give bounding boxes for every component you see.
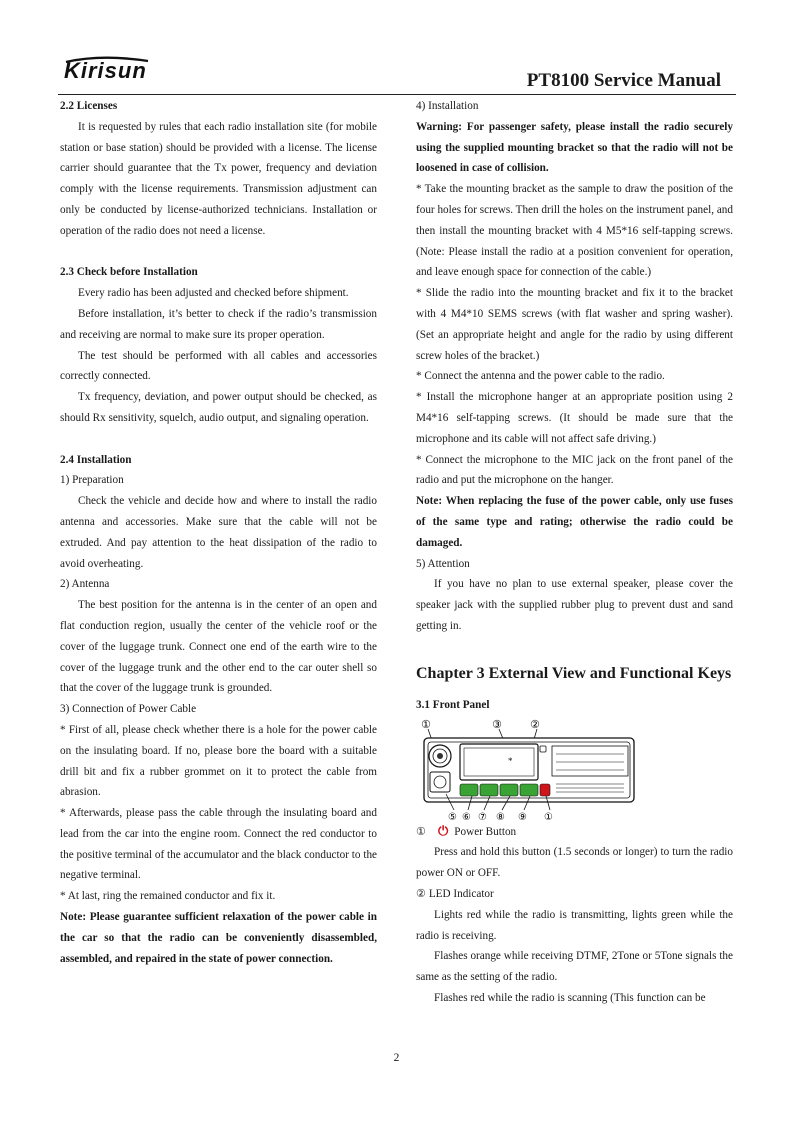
attention-subheading: 5) Attention	[416, 557, 470, 570]
callout-1: ①	[421, 717, 431, 731]
left-column	[60, 96, 377, 969]
key-1-icon	[460, 784, 478, 796]
section-2-3-heading: 2.3 Check before Installation	[60, 266, 198, 279]
callout-6: ⑥	[462, 811, 471, 822]
led-indicator-icon	[540, 746, 546, 752]
check-paragraph-4: Tx frequency, deviation, and power output should be checked, as should Rx sensitivity, squelch, audio output, and signaling operation.	[60, 391, 377, 424]
check-paragraph-1: Every radio has been adjusted and checked before shipment.	[78, 287, 349, 300]
chapter-3-heading: Chapter 3 External View and Functional Keys	[416, 664, 732, 682]
fuse-note: Note: When replacing the fuse of the power cable, only use fuses of the same type and rating; otherwise the radio could be damaged.	[416, 495, 733, 549]
check-paragraph-2: Before installation, it’s better to check if the radio’s transmission and receiving are normal to make sure its proper operation.	[60, 307, 377, 341]
callout-9: ⑨	[518, 811, 527, 822]
kirisun-logo	[62, 56, 154, 86]
check-paragraph-3: The test should be performed with all cables and accessories correctly connected.	[60, 349, 377, 383]
installation-subheading: 4) Installation	[416, 100, 479, 112]
led-paragraph-1: Lights red while the radio is transmitting, lights green while the radio is receiving.	[416, 908, 733, 942]
svg-text:*: *	[508, 755, 513, 766]
led-indicator-heading: ② LED Indicator	[416, 887, 494, 900]
power-button-paragraph: Press and hold this button (1.5 seconds or longer) to turn the radio power ON or OFF.	[416, 846, 733, 880]
power-cable-note: Note: Please guarantee sufficient relaxation of the power cable in the car so that the radio can be conveniently disassembled, assembled, and repaired in the state of power connection.	[60, 911, 377, 965]
installation-warning: Warning: For passenger safety, please install the radio securely using the supplied mounting bracket so that the radio will not be loosened in case of collision.	[416, 120, 733, 175]
led-paragraph-3: Flashes red while the radio is scanning (This function can be	[434, 991, 706, 1004]
callout-5: ⑤	[448, 811, 457, 822]
power-button-number: ①	[416, 825, 427, 838]
logo-text: Kirisun	[64, 58, 147, 83]
installation-bullet-3: * Connect the antenna and the power cable to the radio.	[416, 370, 665, 383]
front-panel-drawing	[416, 718, 733, 822]
preparation-subheading: 1) Preparation	[60, 474, 124, 487]
power-cable-bullet-3: * At last, ring the remained conductor and fix it.	[60, 890, 276, 903]
power-icon: ⏻	[438, 823, 449, 839]
callout-2: ②	[530, 717, 540, 731]
power-cable-bullet-2: * Afterwards, please pass the cable through the insulating board and lead from the car into the engine room. Connect the red conductor to the positive terminal of the accumulator and the black conductor to the negative terminal.	[60, 807, 377, 882]
power-button-label: Power Button	[454, 825, 517, 838]
front-panel-figure	[416, 718, 733, 822]
header-divider	[58, 94, 736, 95]
key-2-icon	[480, 784, 498, 796]
power-cable-subheading: 3) Connection of Power Cable	[60, 703, 197, 716]
installation-bullet-5: * Connect the microphone to the MIC jack on the front panel of the radio and put the microphone on the hanger.	[416, 453, 733, 487]
right-column	[416, 96, 733, 1009]
licenses-paragraph: It is requested by rules that each radio installation site (for mobile station or base station) should be provided with a license. The license carrier should guarantee that the Tx power, frequency and deviation comply with the license requirements. Transmission adjustment can only be conducted by license-authorized technicians. Installation or operation of the radio does not need a license.	[60, 120, 377, 237]
antenna-subheading: 2) Antenna	[60, 578, 110, 591]
key-5-icon	[540, 784, 550, 796]
key-3-icon	[500, 784, 518, 796]
installation-bullet-2: * Slide the radio into the mounting bracket and fix it to the bracket with 4 M4*10 SEMS screws (with flat washer and spring washer). (Set an appropriate height and angle for the radio by using different screw holes of the bracket.)	[416, 287, 733, 362]
section-2-4-heading: 2.4 Installation	[60, 453, 132, 466]
callout-3: ③	[492, 717, 502, 731]
preparation-paragraph: Check the vehicle and decide how and where to install the radio antenna and accessories. Make sure that the cable will not be extruded. And pay attention to the heat dissipation of the radio to avoid overheating.	[60, 495, 377, 570]
document-title: PT8100 Service Manual	[526, 70, 721, 91]
power-cable-bullet-1: * First of all, please check whether there is a hole for the power cable on the insulating board. If no, please bore the board with a suitable drill bit and fix a rubber grommet on it to protect the cable from abrasion.	[60, 723, 377, 799]
installation-bullet-1: * Take the mounting bracket as the sample to draw the position of the four holes for screws. Then drill the holes on the instrument panel, and then install the mounting bracket with 4 M5*16 self-tapping screws. (Note: Please install the radio at a position convenient for operation, and leave enough space for connection of the cable.)	[416, 183, 733, 279]
callout-1-bottom: ①	[544, 811, 553, 822]
page-number: 2	[393, 1052, 400, 1064]
callout-8: ⑧	[496, 811, 505, 822]
attention-paragraph: If you have no plan to use external speaker, please cover the speaker jack with the supplied rubber plug to prevent dust and sand getting in.	[416, 578, 733, 632]
callout-7: ⑦	[478, 811, 487, 822]
antenna-paragraph: The best position for the antenna is in the center of an open and flat conduction region, usually the center of the vehicle roof or the cover of the luggage trunk. Connect one end of the earth wire to the cover of the luggage trunk and the other end to the car outer shell so that the cover of the luggage trunk is grounded.	[60, 599, 377, 695]
installation-bullet-4: * Install the microphone hanger at an appropriate position using 2 M4*16 self-tapping screws. (It should be made sure that the microphone and its cable will not affect safe driving.)	[416, 391, 733, 445]
section-3-1-heading: 3.1 Front Panel	[416, 698, 490, 711]
led-paragraph-2: Flashes orange while receiving DTMF, 2Tone or 5Tone signals the same as the setting of the radio.	[416, 950, 733, 984]
key-4-icon	[520, 784, 538, 796]
power-button-heading	[416, 822, 733, 843]
section-2-2-heading: 2.2 Licenses	[60, 100, 118, 112]
